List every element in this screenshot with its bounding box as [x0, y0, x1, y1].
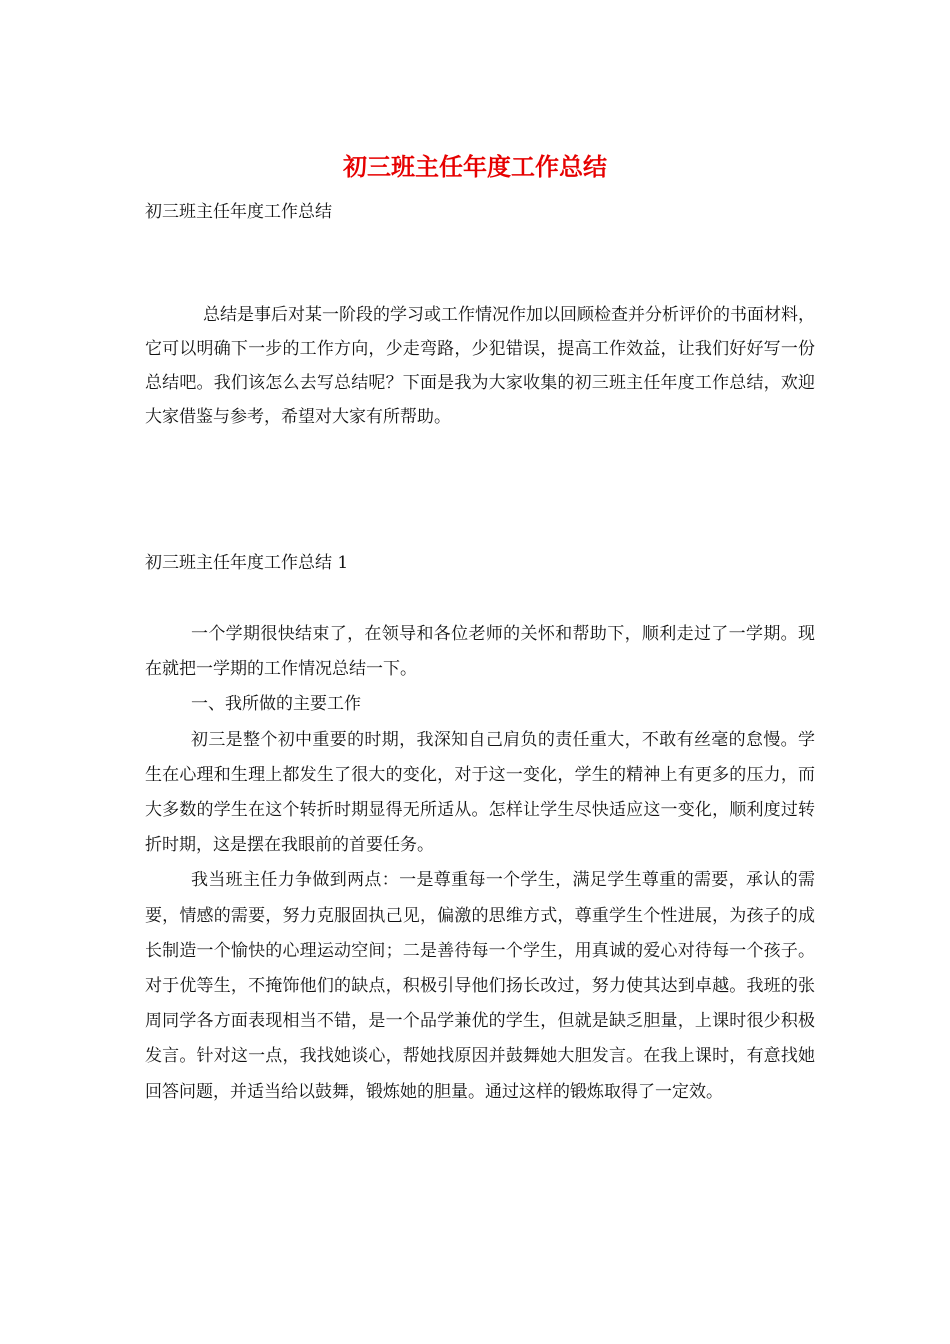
body-paragraph: 一个学期很快结束了，在领导和各位老师的关怀和帮助下，顺利走过了一学期。现在就把一学期的工作情况总结一下。 [145, 624, 815, 680]
intro-paragraph: 总结是事后对某一阶段的学习或工作情况作加以回顾检查并分析评价的书面材料，它可以明确下一步的工作方向，少走弯路，少犯错误，提高工作效益，让我们好好写一份总结吧。我们该怎么去写总结呢？下面是我为大家收集的初三班主任年度工作总结，欢迎大家借鉴与参考，希望对大家有所帮助。 [145, 305, 815, 427]
document-subtitle: 初三班主任年度工作总结 [145, 202, 332, 222]
body-paragraph: 初三是整个初中重要的时期，我深知自己肩负的责任重大，不敢有丝毫的怠慢。学生在心理和生理上都发生了很大的变化，对于这一变化，学生的精神上有更多的压力，而大多数的学生在这个转折时期显得无所适从。怎样让学生尽快适应这一变化，顺利度过转折时期，这是摆在我眼前的首要任务。 [145, 729, 815, 856]
section-heading: 初三班主任年度工作总结 1 [145, 553, 349, 573]
document-title: 初三班主任年度工作总结 [343, 152, 607, 181]
body-text [145, 617, 815, 1110]
body-paragraph: 我当班主任力争做到两点：一是尊重每一个学生，满足学生尊重的需要，承认的需要，情感的需要，努力克服固执己见，偏激的思维方式，尊重学生个性进展，为孩子的成长制造一个愉快的心理运动空间；二是善待每一个学生，用真诚的爱心对待每一个孩子。对于优等生，不掩饰他们的缺点，积极引导他们扬长改过，努力使其达到卓越。我班的张周同学各方面表现相当不错，是一个品学兼优的学生，但就是缺乏胆量，上课时很少积极发言。针对这一点，我找她谈心，帮她找原因并鼓舞她大胆发言。在我上课时，有意找她回答问题，并适当给以鼓舞，锻炼她的胆量。通过这样的锻炼取得了一定效。 [145, 870, 815, 1102]
body-paragraph-heading: 一、我所做的主要工作 [191, 694, 361, 715]
